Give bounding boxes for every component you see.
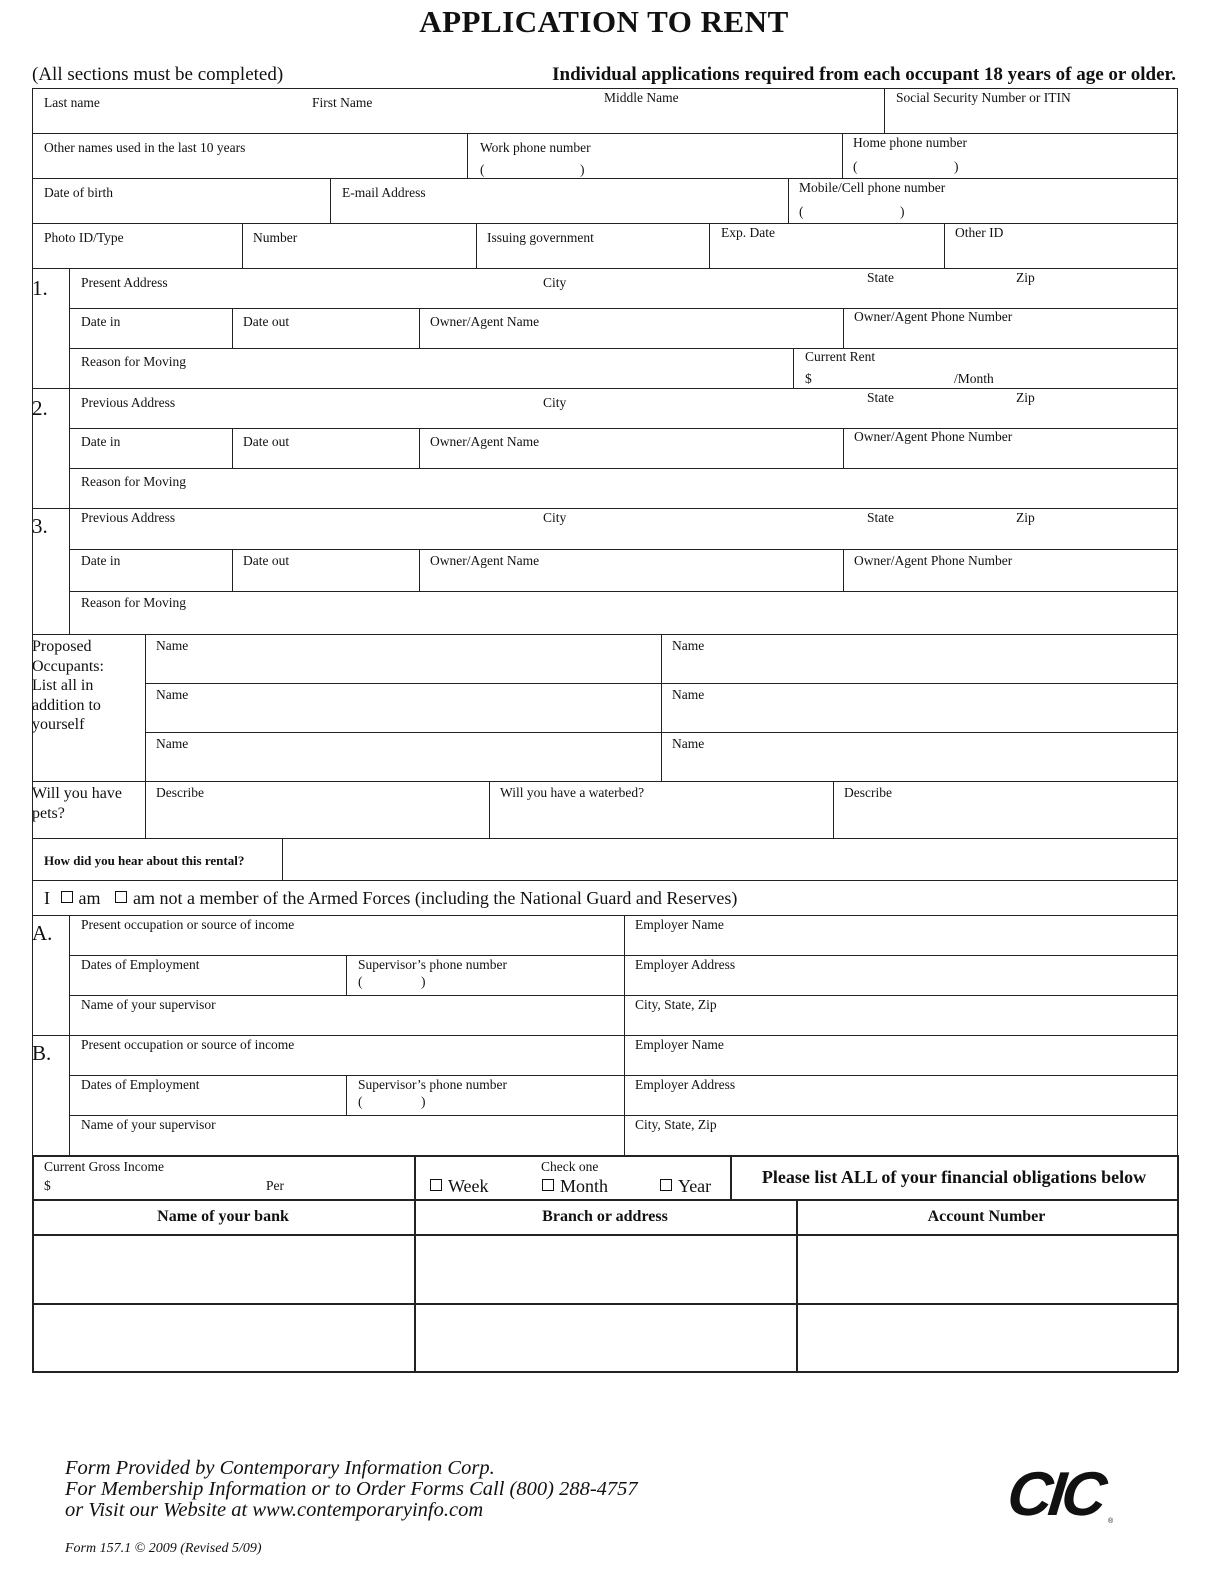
present-date-in-field[interactable]: Date in (81, 314, 121, 329)
employer-address-a-field[interactable]: Employer Address (635, 957, 736, 972)
am-label: am (78, 888, 101, 908)
present-state-field[interactable]: State (867, 270, 894, 285)
city-state-zip-a-field[interactable]: City, State, Zip (635, 997, 717, 1012)
current-rent-per-month: /Month (954, 371, 994, 386)
occupation-b-field[interactable]: Present occupation or source of income (81, 1037, 295, 1052)
pets-describe-field[interactable]: Describe (156, 785, 204, 800)
other-id-field[interactable]: Other ID (955, 225, 1004, 240)
am-not-checkbox[interactable] (115, 891, 127, 903)
previous-date-in-1-field[interactable]: Date in (81, 434, 121, 449)
occupant-name-6[interactable]: Name (672, 736, 705, 751)
supervisor-name-b-field[interactable]: Name of your supervisor (81, 1117, 216, 1132)
period-week-option[interactable] (430, 1176, 489, 1197)
occupant-name-5[interactable]: Name (156, 736, 189, 751)
previous-owner-phone-1-field[interactable]: Owner/Agent Phone Number (854, 429, 1013, 444)
ssn-field[interactable]: Social Security Number or ITIN (896, 90, 1071, 105)
form-number: Form 157.1 © 2009 (Revised 5/09) (65, 1541, 262, 1556)
email-field[interactable]: E-mail Address (342, 185, 426, 200)
year-label: Year (678, 1176, 712, 1196)
work-phone-field[interactable]: Work phone number (480, 140, 591, 155)
exp-date-field[interactable]: Exp. Date (721, 225, 775, 240)
previous-state-1-field[interactable]: State (867, 390, 894, 405)
occupant-name-4[interactable]: Name (672, 687, 705, 702)
period-month-option[interactable] (542, 1176, 608, 1197)
dates-employment-b-field[interactable]: Dates of Employment (81, 1077, 200, 1092)
previous-address-1-field[interactable]: Previous Address (81, 395, 176, 410)
previous-city-2-field[interactable]: City (543, 510, 567, 525)
current-rent-field[interactable]: Current Rent (805, 349, 876, 364)
month-label: Month (560, 1176, 609, 1196)
home-phone-paren-close: ) (954, 159, 959, 174)
present-address-field[interactable]: Present Address (81, 275, 168, 290)
work-phone-paren-close: ) (580, 162, 585, 177)
bank-name-cell-1[interactable] (36, 1238, 410, 1299)
week-label: Week (448, 1176, 489, 1196)
address-number-1: 1. (32, 276, 48, 300)
account-number-cell-1[interactable] (800, 1238, 1173, 1299)
bank-name-cell-2[interactable] (36, 1307, 410, 1367)
supervisor-name-a-field[interactable]: Name of your supervisor (81, 997, 216, 1012)
occupants-label: Proposed Occupants: List all in addition to yourself (32, 638, 104, 733)
present-reason-field[interactable]: Reason for Moving (81, 354, 186, 369)
check-one-label: Check one (541, 1159, 599, 1174)
previous-date-in-2-field[interactable]: Date in (81, 553, 121, 568)
cic-logo (1010, 1455, 1120, 1530)
gross-income-dollar: $ (44, 1178, 51, 1193)
cic-logo-mark: ® (1108, 1518, 1114, 1525)
present-date-out-field[interactable]: Date out (243, 314, 290, 329)
middle-name-field[interactable]: Middle Name (604, 90, 679, 105)
armed-forces-row (44, 888, 737, 909)
dates-employment-a-field[interactable]: Dates of Employment (81, 957, 200, 972)
employer-name-b-field[interactable]: Employer Name (635, 1037, 724, 1052)
present-zip-field[interactable]: Zip (1016, 270, 1035, 285)
mobile-phone-paren-open: ( (799, 204, 804, 219)
armed-forces-i: I (44, 888, 50, 908)
footer-line-3: or Visit our Website at www.contemporaryinfo.com (65, 1499, 484, 1521)
supervisor-phone-a-paren-open: ( (358, 974, 363, 989)
mobile-phone-paren-close: ) (900, 204, 905, 219)
week-checkbox[interactable] (430, 1179, 442, 1191)
address-number-3: 3. (32, 514, 48, 538)
previous-owner-phone-2-field[interactable]: Owner/Agent Phone Number (854, 553, 1013, 568)
home-phone-field[interactable]: Home phone number (853, 135, 967, 150)
branch-address-cell-2[interactable] (418, 1307, 792, 1367)
am-not-label: am not a member of the Armed Forces (including the National Guard and Reserves) (133, 888, 738, 908)
obligations-heading: Please list ALL of your financial obligations below (761, 1167, 1147, 1187)
footer-line-1: Form Provided by Contemporary Information Corp. (65, 1457, 495, 1479)
previous-city-1-field[interactable]: City (543, 395, 567, 410)
present-city-field[interactable]: City (543, 275, 567, 290)
account-number-cell-2[interactable] (800, 1307, 1173, 1367)
am-checkbox[interactable] (61, 891, 73, 903)
year-checkbox[interactable] (660, 1179, 672, 1191)
occupant-name-3[interactable]: Name (156, 687, 189, 702)
previous-reason-2-field[interactable]: Reason for Moving (81, 595, 186, 610)
current-rent-dollar: $ (805, 371, 812, 386)
hear-about-label: How did you hear about this rental? (44, 853, 245, 868)
last-name-field[interactable]: Last name (44, 95, 100, 110)
previous-date-out-2-field[interactable]: Date out (243, 553, 290, 568)
bank-name-header: Name of your bank (157, 1208, 289, 1225)
footer-line-2: For Membership Information or to Order Forms Call (800) 288-4757 (65, 1478, 638, 1500)
address-number-2: 2. (32, 396, 48, 420)
previous-zip-2-field[interactable]: Zip (1016, 510, 1035, 525)
instructions-right: Individual applications required from each occupant 18 years of age or older. (552, 64, 1176, 85)
gross-income-per: Per (266, 1178, 284, 1193)
occupant-name-1[interactable]: Name (156, 638, 189, 653)
gross-income-field[interactable]: Current Gross Income (44, 1159, 164, 1174)
supervisor-phone-a-field[interactable]: Supervisor’s phone number (358, 957, 507, 972)
occupant-name-2[interactable]: Name (672, 638, 705, 653)
form-title: APPLICATION TO RENT (419, 4, 789, 39)
cic-logo-icon (1010, 1455, 1120, 1525)
work-phone-paren-open: ( (480, 162, 485, 177)
waterbed-describe-field[interactable]: Describe (844, 785, 892, 800)
id-number-field[interactable]: Number (253, 230, 298, 245)
photo-id-field[interactable]: Photo ID/Type (44, 230, 124, 245)
employment-letter-a: A. (32, 921, 53, 945)
home-phone-paren-open: ( (853, 159, 858, 174)
previous-date-out-1-field[interactable]: Date out (243, 434, 290, 449)
supervisor-phone-b-paren-close: ) (421, 1094, 426, 1109)
month-checkbox[interactable] (542, 1179, 554, 1191)
other-names-field[interactable]: Other names used in the last 10 years (44, 140, 246, 155)
account-number-header: Account Number (927, 1208, 1046, 1225)
hear-about-input[interactable] (290, 842, 1170, 876)
first-name-field[interactable]: First Name (312, 95, 373, 110)
employment-letter-b: B. (32, 1041, 52, 1065)
branch-address-cell-1[interactable] (418, 1238, 792, 1299)
previous-address-2-field[interactable]: Previous Address (81, 510, 176, 525)
cic-logo-text: CIC (1010, 1460, 1107, 1525)
dob-field[interactable]: Date of birth (44, 185, 113, 200)
employer-address-b-field[interactable]: Employer Address (635, 1077, 736, 1092)
issuing-government-field[interactable]: Issuing government (487, 230, 594, 245)
pets-label: Will you have pets? (32, 785, 122, 822)
previous-reason-1-field[interactable]: Reason for Moving (81, 474, 186, 489)
present-owner-phone-field[interactable]: Owner/Agent Phone Number (854, 309, 1013, 324)
waterbed-field[interactable]: Will you have a waterbed? (500, 785, 645, 800)
supervisor-phone-b-field[interactable]: Supervisor’s phone number (358, 1077, 507, 1092)
city-state-zip-b-field[interactable]: City, State, Zip (635, 1117, 717, 1132)
employer-name-a-field[interactable]: Employer Name (635, 917, 724, 932)
period-year-option[interactable] (660, 1176, 711, 1197)
supervisor-phone-b-paren-open: ( (358, 1094, 363, 1109)
present-owner-name-field[interactable]: Owner/Agent Name (430, 314, 540, 329)
previous-zip-1-field[interactable]: Zip (1016, 390, 1035, 405)
previous-owner-name-1-field[interactable]: Owner/Agent Name (430, 434, 540, 449)
previous-state-2-field[interactable]: State (867, 510, 894, 525)
instructions-left: (All sections must be completed) (32, 64, 284, 85)
occupation-a-field[interactable]: Present occupation or source of income (81, 917, 295, 932)
previous-owner-name-2-field[interactable]: Owner/Agent Name (430, 553, 540, 568)
branch-address-header: Branch or address (542, 1208, 668, 1225)
footer-text (65, 1458, 638, 1521)
supervisor-phone-a-paren-close: ) (421, 974, 426, 989)
mobile-phone-field[interactable]: Mobile/Cell phone number (799, 180, 946, 195)
